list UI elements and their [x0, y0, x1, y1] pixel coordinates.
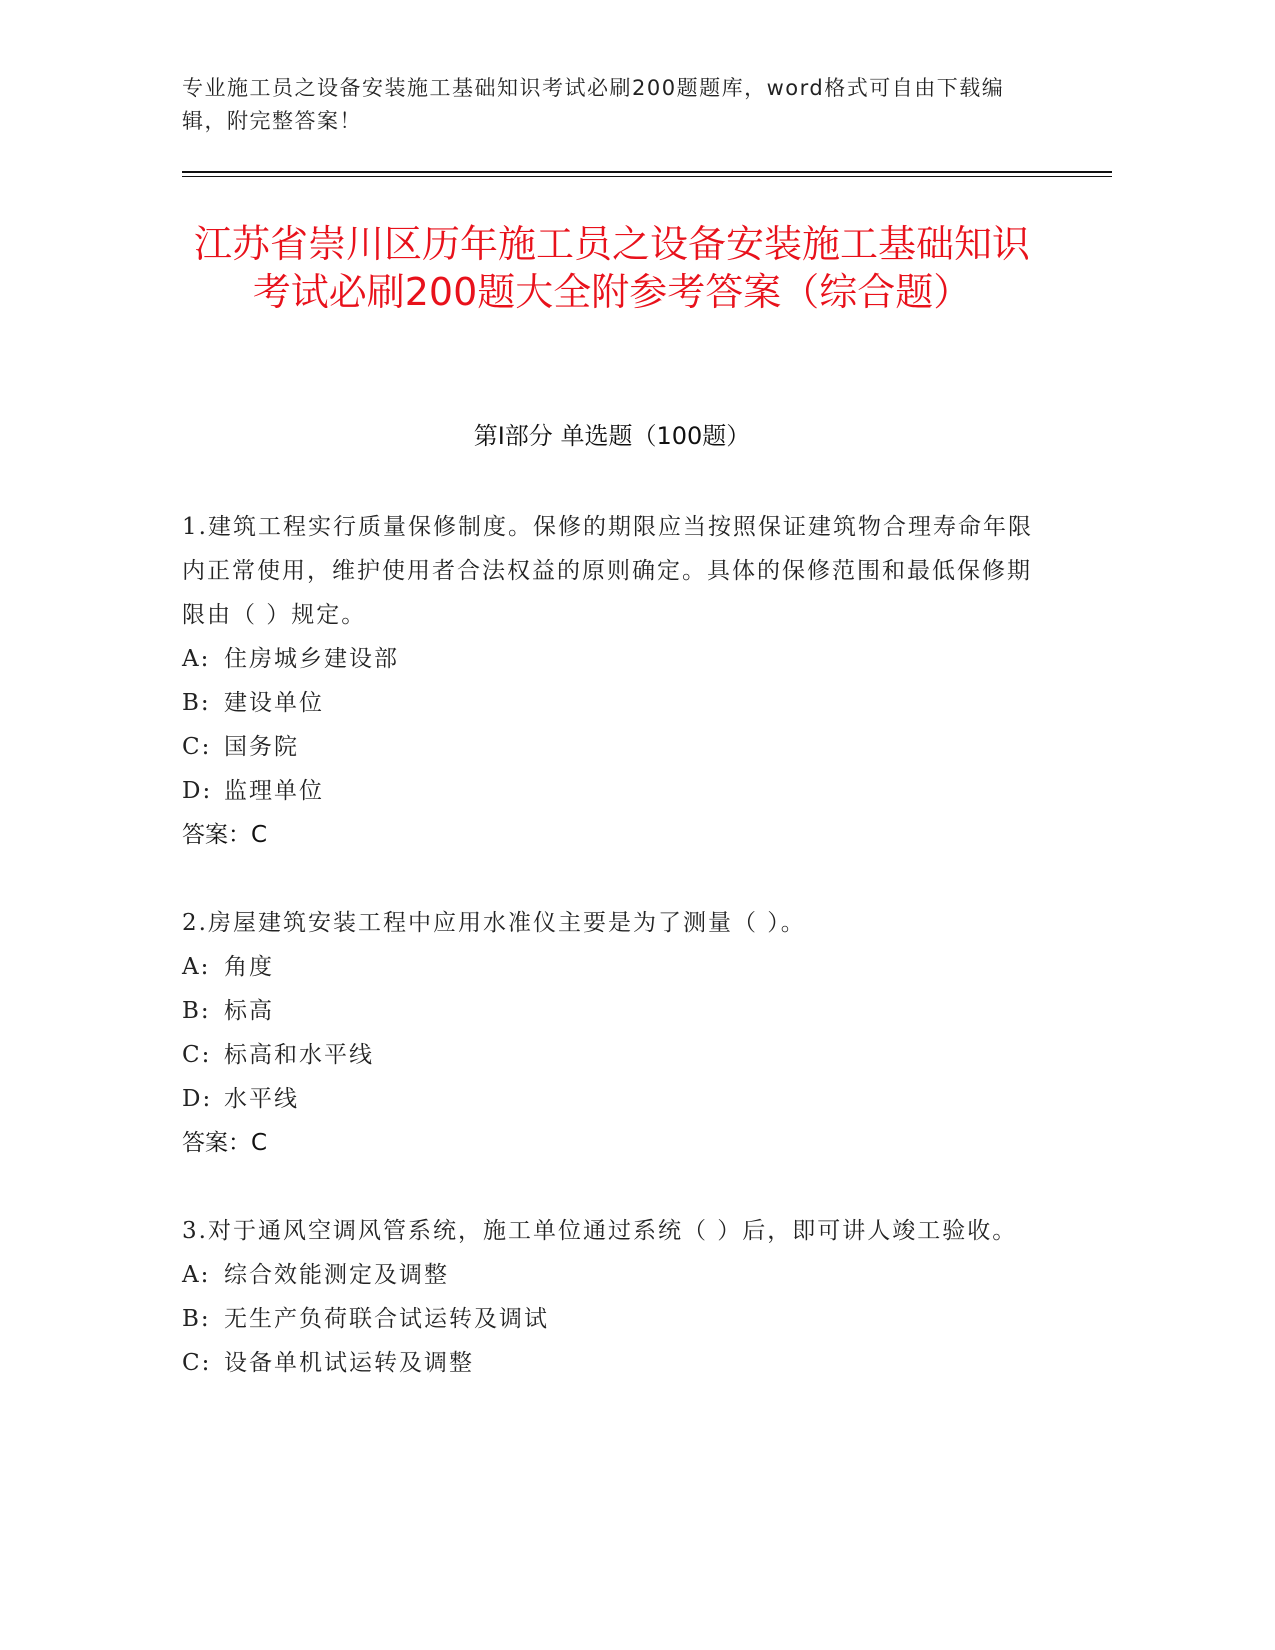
option-text: 国务院: [224, 734, 299, 760]
option-text: 建设单位: [224, 690, 324, 716]
header-note: 专业施工员之设备安装施工基础知识考试必刷200题题库，word格式可自由下载编辑，附完整答案！: [182, 76, 1005, 133]
question-stem: 3.对于通风空调风管系统，施工单位通过系统（ ）后，即可讲人竣工验收。: [182, 1218, 1018, 1244]
option-b: [182, 681, 1042, 725]
answer-line: 答案：C: [182, 1130, 268, 1156]
option-letter: D:: [182, 778, 213, 804]
section-heading: 第Ⅰ部分 单选题（100题）: [473, 422, 751, 450]
option-text: 综合效能测定及调整: [224, 1262, 449, 1288]
option-d: [182, 1077, 1042, 1121]
option-letter: C:: [182, 1042, 212, 1068]
option-c: [182, 1341, 1042, 1385]
option-a: [182, 637, 1042, 681]
document-title: 江苏省崇川区历年施工员之设备安装施工基础知识考试必刷200题大全附参考答案（综合题）: [193, 222, 1030, 314]
option-letter: B:: [182, 1306, 211, 1332]
option-text: 标高: [224, 998, 274, 1024]
question-stem: 2.房屋建筑安装工程中应用水准仪主要是为了测量（ ）。: [182, 910, 806, 936]
option-c: [182, 725, 1042, 769]
option-text: 住房城乡建设部: [224, 646, 399, 672]
header-divider-thin: [182, 176, 1112, 177]
question-1: [182, 505, 1042, 857]
option-letter: A:: [182, 646, 211, 672]
option-text: 监理单位: [224, 778, 324, 804]
option-b: [182, 989, 1042, 1033]
question-3: [182, 1209, 1042, 1385]
option-a: [182, 945, 1042, 989]
answer-line: 答案：C: [182, 822, 268, 848]
option-letter: A:: [182, 1262, 211, 1288]
option-letter: C:: [182, 734, 212, 760]
question-list: [182, 505, 1042, 1429]
option-b: [182, 1297, 1042, 1341]
option-d: [182, 769, 1042, 813]
option-letter: B:: [182, 690, 211, 716]
question-2: [182, 901, 1042, 1165]
option-text: 标高和水平线: [224, 1042, 374, 1068]
option-text: 水平线: [224, 1086, 299, 1112]
option-text: 设备单机试运转及调整: [224, 1350, 474, 1376]
option-letter: A:: [182, 954, 211, 980]
option-letter: D:: [182, 1086, 213, 1112]
question-stem: 1.建筑工程实行质量保修制度。保修的期限应当按照保证建筑物合理寿命年限内正常使用，维护使用者合法权益的原则确定。具体的保修范围和最低保修期限由（ ）规定。: [182, 514, 1033, 628]
option-c: [182, 1033, 1042, 1077]
header-divider-thick: [182, 171, 1112, 173]
option-letter: C:: [182, 1350, 212, 1376]
option-letter: B:: [182, 998, 211, 1024]
option-text: 无生产负荷联合试运转及调试: [224, 1306, 549, 1332]
option-text: 角度: [224, 954, 274, 980]
option-a: [182, 1253, 1042, 1297]
